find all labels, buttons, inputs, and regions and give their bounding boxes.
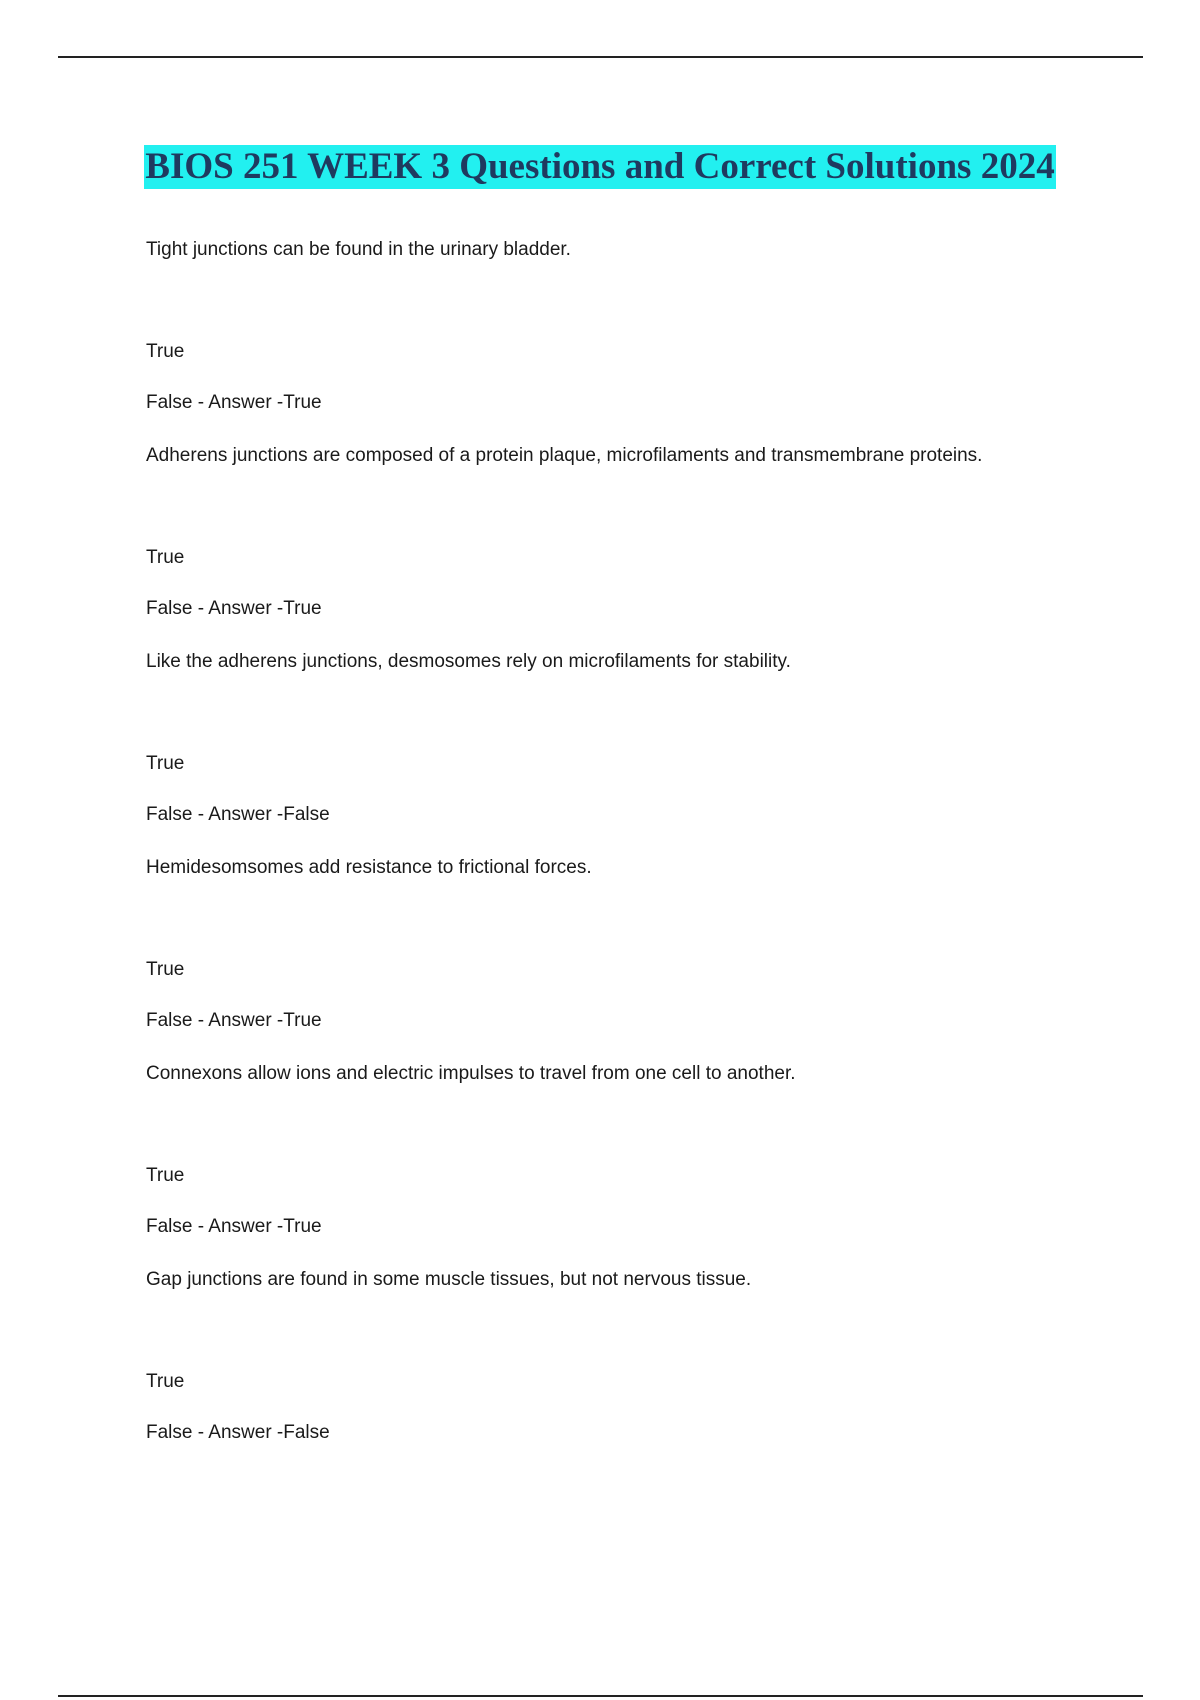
- question-item-6: [146, 1268, 1106, 1474]
- question-text: Hemidesomsomes add resistance to frictional forces.: [146, 857, 592, 878]
- option-true: True: [146, 959, 185, 980]
- document-title: BIOS 251 WEEK 3 Questions and Correct Solutions 2024: [145, 146, 1055, 187]
- header-divider: [58, 56, 1143, 58]
- question-text: Like the adherens junctions, desmosomes rely on microfilaments for stability.: [146, 651, 791, 672]
- question-item-2: [146, 444, 1106, 650]
- option-false-answer: False - Answer -True: [146, 1216, 322, 1237]
- question-text: Connexons allow ions and electric impulses to travel from one cell to another.: [146, 1063, 796, 1084]
- option-false-answer: False - Answer -True: [146, 598, 322, 619]
- option-true: True: [146, 1371, 185, 1392]
- question-item-4: [146, 856, 1106, 1062]
- footer-divider: [58, 1695, 1143, 1697]
- question-text: Adherens junctions are composed of a protein plaque, microfilaments and transmembrane proteins.: [146, 445, 983, 466]
- question-text: Gap junctions are found in some muscle tissues, but not nervous tissue.: [146, 1269, 752, 1290]
- question-item-1: [146, 238, 1106, 444]
- question-list: [146, 238, 1106, 1474]
- option-true: True: [146, 547, 185, 568]
- option-true: True: [146, 341, 185, 362]
- option-false-answer: False - Answer -True: [146, 1010, 322, 1031]
- question-item-5: [146, 1062, 1106, 1268]
- option-true: True: [146, 753, 185, 774]
- option-false-answer: False - Answer -False: [146, 1422, 330, 1443]
- option-false-answer: False - Answer -False: [146, 804, 330, 825]
- title-container: [0, 145, 1200, 189]
- option-false-answer: False - Answer -True: [146, 392, 322, 413]
- option-true: True: [146, 1165, 185, 1186]
- question-item-3: [146, 650, 1106, 856]
- question-text: Tight junctions can be found in the urinary bladder.: [146, 239, 571, 260]
